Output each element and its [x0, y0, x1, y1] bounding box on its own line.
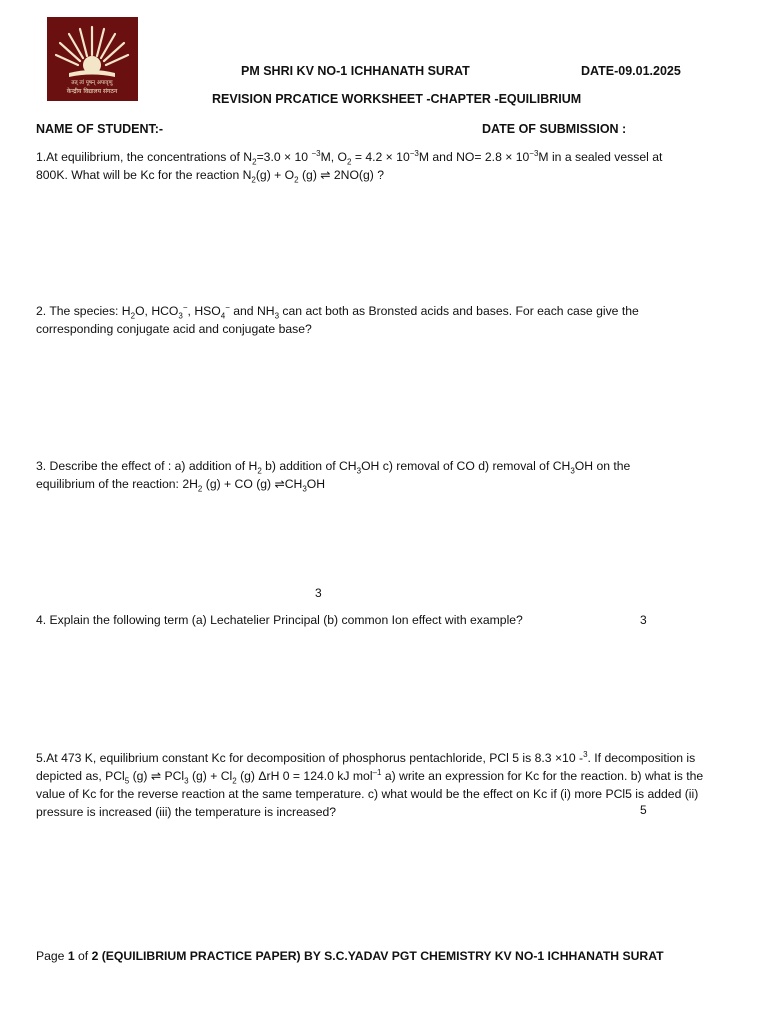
question-3: 3. Describe the effect of : a) addition of $H_2$ b) addition of $CH_3OH$ c) removal of CO d) removal of $CH_3OH$ on the equilibrium of the reaction: $2H_2$ (g) + CO (g) $\rightleftharpoons CH_3OH$	[36, 459, 631, 494]
question-3-marks: 3	[315, 586, 322, 600]
question-4: 4. Explain the following term (a) Lechatelier Principal (b) common Ion effect with example?	[36, 613, 523, 627]
question-5-marks: 5	[640, 803, 647, 817]
student-name-label: NAME OF STUDENT:-	[36, 122, 164, 136]
question-1: 1.At equilibrium, the concentrations of $N_2=3.0 \times 10$ $^{-3}$M, $O_2 = 4.2 \times 10^{-3}M$ and $NO= 2.8 \times 10^{-3}M$ in a sealed vessel at 800K. What will be Kc for the reaction $N_2(g) + O_2$ (g) ⇌ 2NO(g) ?	[36, 148, 663, 185]
paper-date: DATE-09.01.2025	[581, 64, 681, 78]
question-5: 5.At 473 K, equilibrium constant Kc for decomposition of phosphorus pentachloride, PCl 5 is 8.3 ×10 -$^3$. If decomposition is depicted as, PCl$_5$ (g) ⇌ PCl$_3$ $(g) + Cl_2$ (g) ΔrH 0 = 124.0 kJ mol$^{-1}$ a) write an expression for Kc for the reaction. b) what is the value of Kc for the reverse reaction at the same temperature. c) what would be the effect on Kc if (i) more PCl5 is added (ii) pressure is increased (iii) the temperature is increased?	[36, 749, 704, 819]
submission-date-label: DATE OF SUBMISSION :	[482, 122, 627, 136]
question-2: 2. The species: $H_2O$, $HCO_3^-$, $HSO_4^-$ and $NH_3$ can act both as Bronsted acids and bases. For each case give the corresponding conjugate acid and conjugate base?	[36, 302, 639, 336]
school-logo	[47, 17, 138, 101]
logo-caption-top: तत् त्वं पूषन् अपावृणु	[71, 80, 113, 86]
worksheet-title: REVISION PRCATICE WORKSHEET -CHAPTER -EQUILIBRIUM	[212, 92, 582, 106]
school-name: PM SHRI KV NO-1 ICHHANATH SURAT	[241, 64, 470, 78]
kendriya-vidyalaya-logo-icon	[47, 17, 138, 101]
question-4-marks: 3	[640, 613, 647, 627]
page-footer: Page 1 of 2 (EQUILIBRIUM PRACTICE PAPER) BY S.C.YADAV PGT CHEMISTRY KV NO-1 ICHHANATH SURAT	[36, 949, 664, 963]
logo-caption-bottom: केन्द्रीय विद्यालय संगठन	[66, 88, 118, 95]
